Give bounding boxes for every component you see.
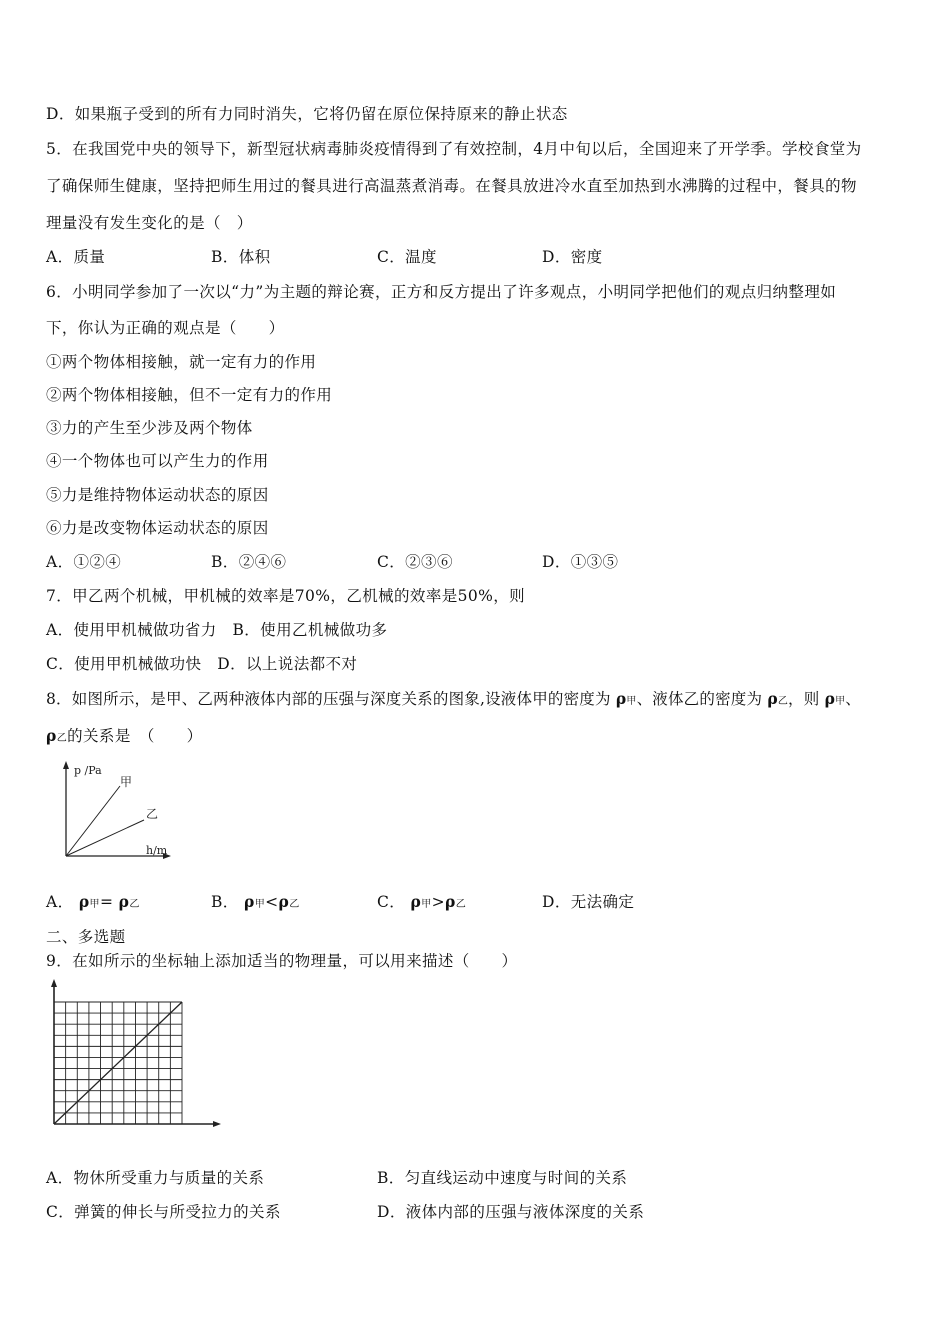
q8-series-label-jia: 甲 bbox=[120, 775, 133, 789]
q7-options-ab: A．使用甲机械做功省力 B．使用乙机械做功多 bbox=[46, 621, 388, 639]
q8-x-axis-label: h/m bbox=[146, 844, 168, 857]
q5-option-a: A．质量 bbox=[46, 248, 106, 266]
q6-stem-line2: 下，你认为正确的观点是（ ） bbox=[46, 319, 285, 337]
q8-option-c: C． ρ甲>ρ乙 bbox=[377, 892, 467, 911]
q4-option-d: D．如果瓶子受到的所有力同时消失，它将仍留在原位保持原来的静止状态 bbox=[46, 105, 568, 123]
q6-option-d: D．①③⑤ bbox=[542, 553, 619, 571]
q9-x-axis-arrow bbox=[213, 1121, 221, 1127]
q8-option-a: A． ρ甲= ρ乙 bbox=[46, 892, 140, 911]
q6-option-a: A．①②④ bbox=[46, 553, 122, 571]
q5-option-d: D．密度 bbox=[542, 248, 603, 266]
q6-item-3: ③力的产生至少涉及两个物体 bbox=[46, 419, 253, 437]
q6-item-1: ①两个物体相接触，就一定有力的作用 bbox=[46, 353, 317, 371]
q6-item-4: ④一个物体也可以产生力的作用 bbox=[46, 452, 269, 470]
q9-option-c: C．弹簧的伸长与所受拉力的关系 bbox=[46, 1203, 281, 1221]
q5-stem-line1: 5．在我国党中央的领导下，新型冠状病毒肺炎疫情得到了有效控制，4月中旬以后，全国迎来了开学季。学校食堂为 bbox=[46, 140, 862, 158]
q8-option-d: D．无法确定 bbox=[542, 893, 635, 911]
q6-option-c: C．②③⑥ bbox=[377, 553, 453, 571]
q7-stem: 7．甲乙两个机械，甲机械的效率是70%，乙机械的效率是50%，则 bbox=[46, 587, 526, 605]
q6-option-b: B．②④⑥ bbox=[211, 553, 287, 571]
q8-y-axis-arrow bbox=[63, 761, 69, 769]
q8-option-b: B． ρ甲<ρ乙 bbox=[211, 892, 300, 911]
q8-line-jia bbox=[66, 786, 120, 856]
q6-item-6: ⑥力是改变物体运动状态的原因 bbox=[46, 519, 269, 537]
q9-option-b: B．匀直线运动中速度与时间的关系 bbox=[377, 1169, 628, 1187]
q5-stem-line2: 了确保师生健康，坚持把师生用过的餐具进行高温蒸煮消毒。在餐具放进冷水直至加热到水沸腾的过程中，餐具的物 bbox=[46, 177, 857, 195]
q8-stem-line1: 8．如图所示，是甲、乙两种液体内部的压强与深度关系的图象,设液体甲的密度为 ρ甲、液体乙的密度为 ρ乙，则 ρ甲、 bbox=[46, 689, 861, 708]
q8-stem-line2: ρ乙的关系是 （ ） bbox=[46, 726, 203, 745]
q8-y-axis-label: p /Pa bbox=[74, 764, 102, 777]
q5-option-c: C．温度 bbox=[377, 248, 437, 266]
q6-item-5: ⑤力是维持物体运动状态的原因 bbox=[46, 486, 269, 504]
q8-line-yi bbox=[66, 820, 144, 856]
q9-y-axis-arrow bbox=[51, 979, 57, 987]
section-title-multiple-choice: 二、多选题 bbox=[46, 928, 126, 946]
q7-options-cd: C．使用甲机械做功快 D．以上说法都不对 bbox=[46, 655, 358, 673]
q9-option-d: D．液体内部的压强与液体深度的关系 bbox=[377, 1203, 645, 1221]
q5-stem-line3: 理量没有发生变化的是（ ） bbox=[46, 214, 253, 232]
q9-diagonal-line bbox=[54, 1002, 182, 1124]
q6-stem-line1: 6．小明同学参加了一次以“力”为主题的辩论赛，正方和反方提出了许多观点，小明同学把他们的观点归纳整理如 bbox=[46, 283, 837, 301]
q6-item-2: ②两个物体相接触，但不一定有力的作用 bbox=[46, 386, 333, 404]
q9-option-a: A．物休所受重力与质量的关系 bbox=[46, 1169, 265, 1187]
q5-option-b: B．体积 bbox=[211, 248, 271, 266]
q8-pressure-depth-graph bbox=[50, 760, 180, 864]
q9-stem: 9．在如所示的坐标轴上添加适当的物理量，可以用来描述（ ） bbox=[46, 952, 518, 970]
q9-grid-graph bbox=[42, 978, 224, 1130]
q8-series-label-yi: 乙 bbox=[146, 807, 159, 821]
